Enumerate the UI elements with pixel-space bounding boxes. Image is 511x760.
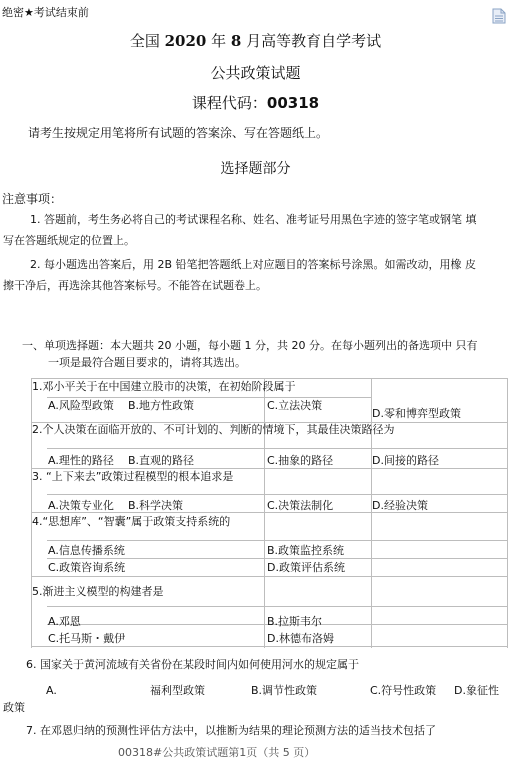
exam-title: 全国 2020 年 8 月高等教育自学考试 — [129, 32, 382, 50]
q5-option-b: B.拉斯韦尔 — [267, 615, 323, 628]
q2-option-b: B.直观的路径 — [128, 454, 195, 467]
q6-option-a: 福利型政策 — [150, 684, 205, 697]
q5-option-c: C.托马斯・戴伊 — [48, 632, 126, 645]
subject-title: 公共政策试题 — [210, 64, 301, 82]
q1-option-a: A.风险型政策 — [48, 399, 114, 412]
q3-stem: 3. “上下来去”政策过程模型的根本追求是 — [32, 470, 234, 483]
note-1-line-2: 写在答题纸规定的位置上。 — [3, 234, 135, 247]
question-table — [31, 378, 508, 648]
q6-option-b: B.调节性政策 — [251, 684, 318, 697]
secret-label: 绝密★考试结束前 — [2, 6, 89, 19]
q1-option-d: D.零和博弈型政策 — [372, 407, 461, 420]
q4-option-a: A.信息传播系统 — [48, 544, 125, 557]
q3-option-a: A.决策专业化 — [48, 499, 114, 512]
q6-option-d: D.象征性 — [454, 684, 499, 697]
section-title: 选择题部分 — [220, 161, 291, 177]
q5-stem: 5.渐进主义模型的构建者是 — [32, 585, 164, 598]
q6-stem: 6. 国家关于黄河流域有关省份在某段时间内如何使用河水的规定属于 — [26, 658, 359, 671]
q2-stem: 2.个人决策在面临开放的、不可计划的、判断的情境下，其最佳决策路径为 — [32, 423, 395, 436]
q4-option-c: C.政策咨询系统 — [48, 561, 126, 574]
page-footer: 00318#公共政策试题第1页（共 5 页） — [118, 746, 316, 759]
q5-option-d: D.林德布洛姆 — [267, 632, 334, 645]
note-1-line-1: 1. 答题前，考生务必将自己的考试课程名称、姓名、准考证号用黑色字迹的签字笔或钢笔 填 — [30, 213, 477, 226]
q4-option-b: B.政策监控系统 — [267, 544, 345, 557]
course-code: 课程代码：00318 — [191, 94, 320, 112]
q3-option-b: B.科学决策 — [128, 499, 184, 512]
q6-option-a-letter: A. — [46, 684, 57, 697]
part1-heading-line-1: 一、单项选择题：本大题共 20 小题，每小题 1 分，共 20 分。在每小题列出的备选项中 只有 — [22, 339, 478, 352]
q1-stem: 1.邓小平关于在中国建立股市的决策，在初始阶段属于 — [32, 380, 296, 393]
q1-option-b: B.地方性政策 — [128, 399, 195, 412]
q3-option-c: C.决策法制化 — [267, 499, 334, 512]
note-2-line-1: 2. 每小题选出答案后，用 2B 铅笔把答题纸上对应题目的答案标号涂黑。如需改动，用橡 皮 — [30, 258, 477, 271]
q4-option-d: D.政策评估系统 — [267, 561, 345, 574]
notes-heading: 注意事项： — [2, 192, 63, 206]
note-2-line-2: 擦干净后，再选涂其他答案标号。不能答在试题卷上。 — [3, 279, 267, 292]
q7-stem: 7. 在邓恩归纳的预测性评估方法中，以推断为结果的理论预测方法的适当技术包括了 — [26, 724, 436, 737]
q1-option-c: C.立法决策 — [267, 399, 323, 412]
q2-option-c: C.抽象的路径 — [267, 454, 334, 467]
q6-option-d-wrap: 政策 — [3, 701, 25, 714]
document-icon[interactable] — [492, 8, 506, 24]
q2-option-d: D.间接的路径 — [372, 454, 439, 467]
q5-option-a: A.邓恩 — [48, 615, 81, 628]
answer-instruction: 请考生按规定用笔将所有试题的答案涂、写在答题纸上。 — [28, 126, 329, 140]
q3-option-d: D.经验决策 — [372, 499, 428, 512]
q2-option-a: A.理性的路径 — [48, 454, 114, 467]
q4-stem: 4.“思想库”、“智囊”属于政策支持系统的 — [32, 515, 231, 528]
part1-heading-line-2: 一项是最符合题目要求的，请将其选出。 — [48, 356, 246, 369]
q6-option-c: C.符号性政策 — [370, 684, 437, 697]
